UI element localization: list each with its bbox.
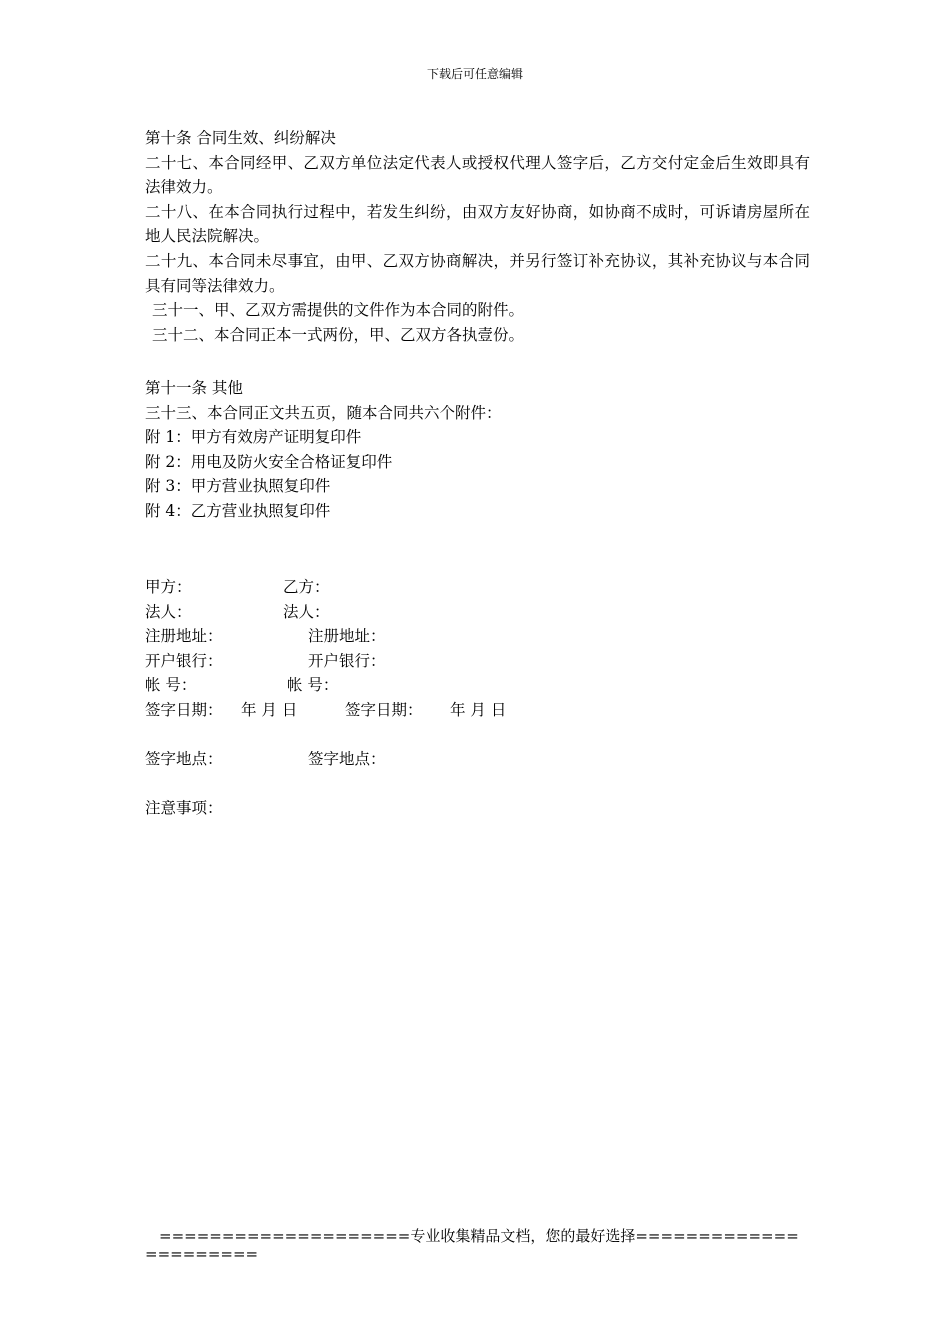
clause-31: 三十一、甲、乙双方需提供的文件作为本合同的附件。 bbox=[152, 301, 525, 320]
signature-row-account bbox=[145, 673, 810, 698]
signature-row-place bbox=[145, 747, 810, 772]
footer-text: ====================专业收集精品文档，您的最好选择====================== bbox=[145, 1227, 799, 1263]
article-10-title: 第十条 合同生效、纠纷解决 bbox=[145, 129, 336, 147]
signature-row-legal bbox=[145, 600, 810, 625]
notes-row bbox=[145, 796, 810, 821]
attachment-3: 附 3：甲方营业执照复印件 bbox=[145, 477, 331, 496]
party-a-label: 甲方： bbox=[145, 578, 192, 596]
clause-29: 二十九、本合同未尽事宜，由甲、乙双方协商解决，并另行签订补充协议，其补充协议与本合同具有同等法律效力。 bbox=[145, 251, 810, 295]
attachment-1: 附 1：甲方有效房产证明复印件 bbox=[145, 428, 362, 447]
clause-28: 二十八、在本合同执行过程中，若发生纠纷，由双方友好协商，如协商不成时，可诉请房屋所在地人民法院解决。 bbox=[145, 202, 810, 246]
signature-block bbox=[145, 575, 810, 821]
party-b-label: 乙方： bbox=[283, 578, 330, 596]
account-a-label: 帐 号： bbox=[145, 676, 197, 695]
signature-row-spacer bbox=[145, 723, 810, 748]
attachment-4: 附 4：乙方营业执照复印件 bbox=[145, 501, 331, 520]
clause-27: 二十七、本合同经甲、乙双方单位法定代表人或授权代理人签字后，乙方交付定金后生效即具有法律效力。 bbox=[145, 153, 810, 197]
clause-32: 三十二、本合同正本一式两份，甲、乙双方各执壹份。 bbox=[152, 325, 525, 344]
date-b-value: 年 月 日 bbox=[450, 700, 507, 719]
page-header: 下载后可任意编辑 bbox=[426, 67, 523, 81]
article-11-title: 第十一条 其他 bbox=[145, 379, 243, 397]
clause-33: 三十三、本合同正文共五页，随本合同共六个附件： bbox=[145, 403, 502, 422]
date-a-value: 年 月 日 bbox=[241, 700, 298, 719]
notes-label: 注意事项： bbox=[145, 799, 223, 818]
account-b-label: 帐 号： bbox=[287, 676, 339, 695]
signature-row-party bbox=[145, 575, 810, 600]
legal-a-label: 法人： bbox=[145, 602, 192, 621]
signature-row-address bbox=[145, 624, 810, 649]
signature-row-bank bbox=[145, 649, 810, 674]
address-b-label: 注册地址： bbox=[308, 627, 386, 646]
article-11-section bbox=[145, 376, 810, 524]
place-b-label: 签字地点： bbox=[308, 750, 386, 769]
article-10-section bbox=[145, 126, 810, 347]
bank-a-label: 开户银行： bbox=[145, 651, 223, 670]
bank-b-label: 开户银行： bbox=[308, 651, 386, 670]
signature-row-spacer-2 bbox=[145, 772, 810, 797]
address-a-label: 注册地址： bbox=[145, 627, 223, 646]
place-a-label: 签字地点： bbox=[145, 750, 223, 769]
date-b-label: 签字日期： bbox=[345, 700, 423, 719]
signature-row-date bbox=[145, 698, 810, 723]
attachment-2: 附 2：用电及防火安全合格证复印件 bbox=[145, 452, 393, 471]
legal-b-label: 法人： bbox=[283, 602, 330, 621]
date-a-label: 签字日期： bbox=[145, 700, 223, 719]
page-footer bbox=[145, 1227, 810, 1263]
